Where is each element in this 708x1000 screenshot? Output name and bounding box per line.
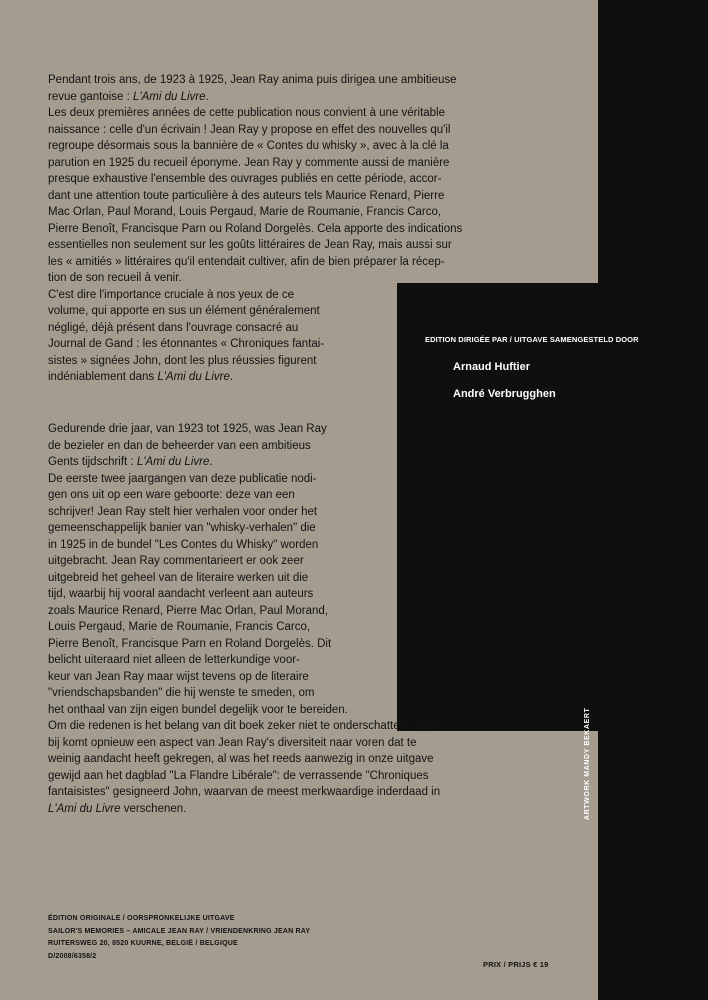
text-line: gen ons uit op een ware geboorte: deze van een: [48, 489, 295, 501]
text-line: essentielles non seulement sur les goûts littéraires de Jean Ray, mais aussi sur: [48, 239, 452, 251]
text-line: uitgebreid het geheel van de literaire werken uit die: [48, 571, 309, 584]
dutch-paragraph-1: [48, 421, 538, 471]
text-line: indéniablement dans L'Ami du Livre.: [48, 371, 234, 383]
text-line: belicht uiteraard niet alleen de letterkundige voor-: [48, 654, 300, 666]
text-line: in 1925 in de bundel "Les Contes du Whisky" worden: [48, 538, 319, 551]
text-line: Journal de Gand : les étonnantes « Chroniques fantai-: [48, 338, 325, 350]
text-line: Les deux premières années de cette publication nous convient à une véritable: [48, 107, 446, 119]
text-line: schrijver! Jean Ray stelt hier verhalen voor onder het: [48, 505, 318, 518]
text-line: presque exhaustive l'ensemble des ouvrages publiés en cette période, accor-: [48, 173, 442, 185]
dutch-paragraph-2: [48, 471, 538, 719]
editor-name-2: André Verbrugghen: [453, 388, 556, 400]
text-line: Louis Pergaud, Marie de Roumanie, Francis Carco,: [48, 621, 311, 633]
text-line: tion de son recueil à venir.: [48, 272, 182, 284]
text-line: uitgebracht. Jean Ray commentarieert er ook zeer: [48, 555, 304, 567]
text-line: dant une attention toute particulière à des auteurs tels Maurice Renard, Pierre: [48, 189, 445, 202]
text-line: Mac Orlan, Paul Morand, Louis Pergaud, Marie de Roumanie, Francis Carco,: [48, 206, 442, 218]
text-line: Pierre Benoît, Francisque Parn en Roland Dorgelès. Dit: [48, 637, 332, 650]
text-line: parution en 1925 du recueil éponyme. Jean Ray y commente aussi de manière: [48, 156, 450, 169]
french-paragraph-3: [48, 287, 538, 386]
french-paragraph-1: [48, 72, 538, 105]
text-line: négligé, déjà présent dans l'ouvrage consacré au: [48, 321, 299, 334]
editor-name-1: Arnaud Huftier: [453, 361, 530, 373]
text-line: het onthaal van zijn eigen bundel degelijk voor te bereiden.: [48, 703, 348, 716]
colophon: [48, 913, 468, 963]
text-line: gewijd aan het dagblad "La Flandre Libérale": de verrassende "Chroniques: [48, 769, 429, 782]
text-line: tijd, waarbij hij vooral aandacht verleent aan auteurs: [48, 588, 314, 600]
text-line: de bezieler en dan de beheerder van een ambitieus: [48, 439, 311, 452]
dutch-text: [48, 421, 538, 817]
text-line: revue gantoise : L'Ami du Livre.: [48, 90, 209, 103]
artwork-credit: ARTWORK MANDY BEKAERT: [584, 707, 591, 820]
text-line: volume, qui apporte en sus un élément généralement: [48, 305, 320, 317]
text-line: Pendant trois ans, de 1923 à 1925, Jean Ray anima puis dirigea une ambitieuse: [48, 74, 457, 86]
black-side-strip: [598, 0, 708, 1000]
text-line: C'est dire l'importance cruciale à nos yeux de ce: [48, 288, 295, 301]
text-line: naissance : celle d'un écrivain ! Jean Ray y propose en effet des nouvelles qu'il: [48, 123, 451, 136]
text-line: les « amitiés » littéraires qu'il entendait cultiver, afin de bien préparer la récep-: [48, 255, 445, 268]
price-label: PRIX / PRIJS € 19: [483, 960, 549, 969]
text-line: Om die redenen is het belang van dit boek zeker niet te onderschatten ; daar-: [48, 720, 443, 732]
text-line: bij komt opnieuw een aspect van Jean Ray's diversiteit naar voren dat te: [48, 736, 417, 749]
text-line: De eerste twee jaargangen van deze publicatie nodi-: [48, 472, 317, 485]
text-line: L'Ami du Livre verschenen.: [48, 802, 187, 815]
text-line: regroupe désormais sous la bannière de « Contes du whisky », avec à la clé la: [48, 140, 449, 152]
colophon-line: SAILOR'S MEMORIES – AMICALE JEAN RAY / VRIENDENKRING JEAN RAY: [48, 927, 311, 935]
colophon-line: D/2008/6358/2: [48, 952, 97, 960]
text-line: fantaisistes" gesigneerd John, waarvan de meest merkwaardige inderdaad in: [48, 786, 441, 798]
editor-heading: EDITION DIRIGÉE PAR / UITGAVE SAMENGESTELD DOOR: [425, 335, 639, 344]
text-line: Pierre Benoît, Francisque Parn ou Roland Dorgelès. Cela apporte des indications: [48, 222, 463, 235]
text-line: gemeenschappelijk banier van "whisky-verhalen" die: [48, 522, 316, 534]
colophon-line: RUITERSWEG 20, 8520 KUURNE, BELGIË / BELGIQUE: [48, 940, 238, 947]
text-line: Gedurende drie jaar, van 1923 tot 1925, was Jean Ray: [48, 423, 327, 435]
colophon-line: ÉDITION ORIGINALE / OORSPRONKELIJKE UITGAVE: [48, 915, 235, 922]
dutch-paragraph-3: [48, 718, 538, 817]
french-text: [48, 72, 538, 386]
text-line: sistes » signées John, dont les plus réussies figurent: [48, 354, 317, 367]
text-line: zoals Maurice Renard, Pierre Mac Orlan, Paul Morand,: [48, 604, 328, 617]
french-paragraph-2: [48, 105, 538, 287]
text-line: "vriendschapsbanden" die hij wenste te smeden, om: [48, 687, 315, 699]
text-line: weinig aandacht heeft gekregen, al was het reeds aanwezig in onze uitgave: [48, 753, 434, 765]
text-line: keur van Jean Ray maar wijst tevens op de literaire: [48, 670, 309, 683]
text-line: Gents tijdschrift : L'Ami du Livre.: [48, 456, 213, 468]
